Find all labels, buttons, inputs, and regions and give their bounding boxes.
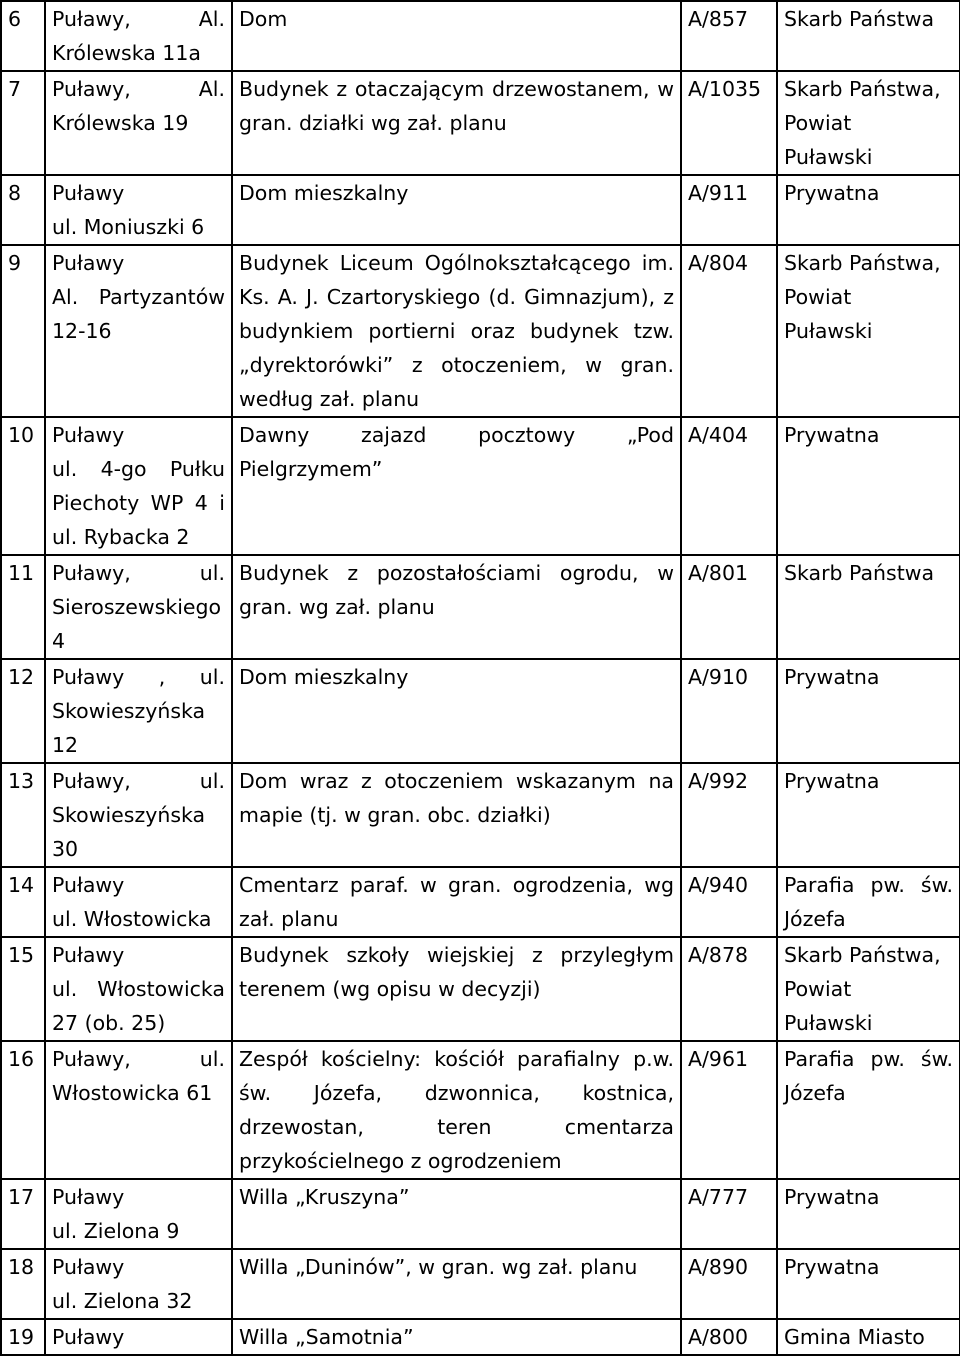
description-cell: Dom wraz z otoczeniem wskazanym na mapie (tj. w gran. obc. działki) — [232, 763, 681, 867]
register-number-cell: A/940 — [681, 867, 777, 937]
register-number-cell: A/804 — [681, 245, 777, 417]
description-cell: Zespół kościelny: kościół parafialny p.w. św. Józefa, dzwonnica, kostnica, drzewostan, teren cmentarza przykościelnego z ogrodzeniem — [232, 1041, 681, 1179]
register-number-cell: A/992 — [681, 763, 777, 867]
description-cell: Budynek z otaczającym drzewostanem, w gran. działki wg zał. planu — [232, 71, 681, 175]
table-row — [1, 659, 960, 763]
row-number: 16 — [1, 1041, 45, 1179]
owner-cell: Prywatna — [777, 417, 960, 555]
table-row — [1, 175, 960, 245]
location-cell: Puławy — [45, 1319, 232, 1355]
owner-cell: Prywatna — [777, 175, 960, 245]
row-number: 14 — [1, 867, 45, 937]
table-row — [1, 555, 960, 659]
description-cell: Dom mieszkalny — [232, 659, 681, 763]
table-row — [1, 71, 960, 175]
owner-cell: Gmina Miasto — [777, 1319, 960, 1355]
table-row — [1, 1249, 960, 1319]
owner-cell: Skarb Państwa — [777, 1, 960, 71]
table-row — [1, 1041, 960, 1179]
table-row — [1, 417, 960, 555]
location-cell: Puławy Al. Partyzantów 12-16 — [45, 245, 232, 417]
table-row — [1, 867, 960, 937]
owner-cell: Prywatna — [777, 1179, 960, 1249]
register-number-cell: A/911 — [681, 175, 777, 245]
location-cell: Puławy ul. Włostowicka 27 (ob. 25) — [45, 937, 232, 1041]
register-number-cell: A/910 — [681, 659, 777, 763]
table-row — [1, 763, 960, 867]
table-row — [1, 1179, 960, 1249]
location-cell: Puławy ul. Moniuszki 6 — [45, 175, 232, 245]
description-cell: Budynek z pozostałościami ogrodu, w gran. wg zał. planu — [232, 555, 681, 659]
table-row — [1, 937, 960, 1041]
row-number: 15 — [1, 937, 45, 1041]
description-cell: Cmentarz paraf. w gran. ogrodzenia, wg zał. planu — [232, 867, 681, 937]
row-number: 8 — [1, 175, 45, 245]
register-number-cell: A/404 — [681, 417, 777, 555]
location-cell: Puławy , ul. Skowieszyńska 12 — [45, 659, 232, 763]
location-cell: Puławy ul. Zielona 9 — [45, 1179, 232, 1249]
owner-cell: Skarb Państwa, Powiat Puławski — [777, 71, 960, 175]
location-cell: Puławy, ul. Włostowicka 61 — [45, 1041, 232, 1179]
table-row — [1, 245, 960, 417]
location-cell: Puławy ul. 4-go Pułku Piechoty WP 4 i ul. Rybacka 2 — [45, 417, 232, 555]
register-number-cell: A/857 — [681, 1, 777, 71]
register-number-cell: A/801 — [681, 555, 777, 659]
register-number-cell: A/961 — [681, 1041, 777, 1179]
location-cell: Puławy ul. Zielona 32 — [45, 1249, 232, 1319]
description-cell: Willa „Samotnia” — [232, 1319, 681, 1355]
owner-cell: Prywatna — [777, 659, 960, 763]
location-cell: Puławy, ul. Sieroszewskiego 4 — [45, 555, 232, 659]
row-number: 10 — [1, 417, 45, 555]
table-row — [1, 1, 960, 71]
description-cell: Budynek szkoły wiejskiej z przyległym terenem (wg opisu w decyzji) — [232, 937, 681, 1041]
owner-cell: Skarb Państwa, Powiat Puławski — [777, 245, 960, 417]
description-cell: Dawny zajazd pocztowy „Pod Pielgrzymem” — [232, 417, 681, 555]
table-body — [1, 1, 960, 1355]
register-number-cell: A/890 — [681, 1249, 777, 1319]
owner-cell: Parafia pw. św. Józefa — [777, 1041, 960, 1179]
register-number-cell: A/777 — [681, 1179, 777, 1249]
owner-cell: Parafia pw. św. Józefa — [777, 867, 960, 937]
description-cell: Willa „Duninów”, w gran. wg zał. planu — [232, 1249, 681, 1319]
row-number: 11 — [1, 555, 45, 659]
location-cell: Puławy, ul. Skowieszyńska 30 — [45, 763, 232, 867]
owner-cell: Prywatna — [777, 1249, 960, 1319]
register-number-cell: A/878 — [681, 937, 777, 1041]
register-number-cell: A/1035 — [681, 71, 777, 175]
row-number: 19 — [1, 1319, 45, 1355]
owner-cell: Skarb Państwa, Powiat Puławski — [777, 937, 960, 1041]
location-cell: Puławy, Al. Królewska 19 — [45, 71, 232, 175]
location-cell: Puławy, Al. Królewska 11a — [45, 1, 232, 71]
location-cell: Puławy ul. Włostowicka — [45, 867, 232, 937]
description-cell: Willa „Kruszyna” — [232, 1179, 681, 1249]
table-row — [1, 1319, 960, 1355]
description-cell: Dom mieszkalny — [232, 175, 681, 245]
row-number: 17 — [1, 1179, 45, 1249]
description-cell: Budynek Liceum Ogólnokształcącego im. Ks. A. J. Czartoryskiego (d. Gimnazjum), z budynkiem portierni oraz budynek tzw. „dyrektorówki” z otoczeniem, w gran. według zał. planu — [232, 245, 681, 417]
owner-cell: Skarb Państwa — [777, 555, 960, 659]
register-number-cell: A/800 — [681, 1319, 777, 1355]
row-number: 18 — [1, 1249, 45, 1319]
owner-cell: Prywatna — [777, 763, 960, 867]
row-number: 6 — [1, 1, 45, 71]
row-number: 12 — [1, 659, 45, 763]
row-number: 13 — [1, 763, 45, 867]
description-cell: Dom — [232, 1, 681, 71]
row-number: 9 — [1, 245, 45, 417]
row-number: 7 — [1, 71, 45, 175]
